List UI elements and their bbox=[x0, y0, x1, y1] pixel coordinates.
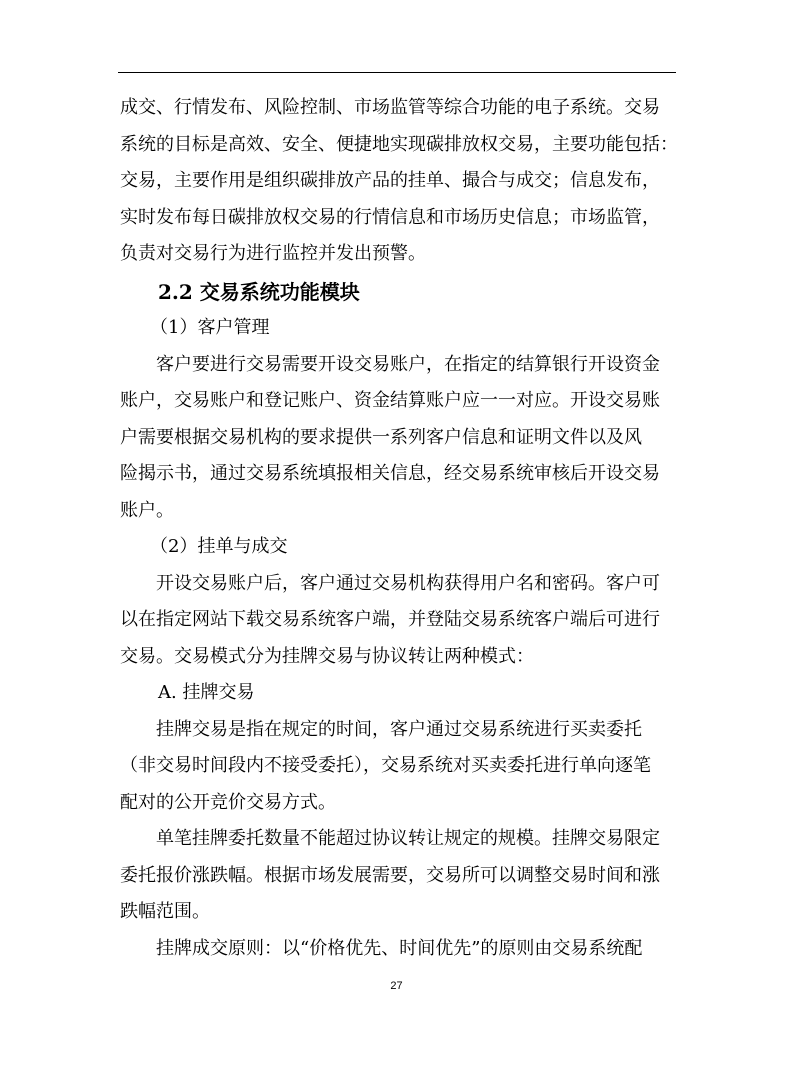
text-line: 挂牌交易是指在规定的时间，客户通过交易系统进行买卖委托 bbox=[156, 718, 642, 740]
listed-trading-paragraph-3 bbox=[120, 931, 675, 968]
text-line: 配对的公开竞价交易方式。 bbox=[120, 791, 336, 813]
text-line: 客户要进行交易需要开设交易账户，在指定的结算银行开设资金 bbox=[156, 353, 660, 375]
text-line: 负责对交易行为进行监控并发出预警。 bbox=[120, 243, 426, 264]
text-line: 成交、行情发布、风险控制、市场监管等综合功能的电子系统。交易 bbox=[120, 97, 660, 118]
subsection-title-customer-management: （1）客户管理 bbox=[150, 317, 270, 338]
customer-management-paragraph bbox=[120, 347, 675, 530]
text-line: （非交易时间段内不接受委托），交易系统对买卖委托进行单向逐笔 bbox=[120, 755, 651, 776]
listed-trading-paragraph-1 bbox=[120, 712, 675, 822]
text-line: 挂牌成交原则：以“价格优先、时间优先”的原则由交易系统配 bbox=[156, 937, 643, 959]
text-line: 开设交易账户后，客户通过交易机构获得用户名和密码。客户可 bbox=[156, 572, 660, 594]
text-line: 系统的目标是高效、安全、便捷地实现碳排放权交易，主要功能包括： bbox=[120, 133, 678, 155]
intro-paragraph bbox=[120, 90, 678, 273]
header-rule bbox=[118, 72, 676, 73]
text-line: 险揭示书，通过交易系统填报相关信息，经交易系统审核后开设交易 bbox=[120, 463, 660, 484]
text-line: 以在指定网站下载交易系统客户端，并登陆交易系统客户端后可进行 bbox=[120, 609, 660, 630]
text-line: 实时发布每日碳排放权交易的行情信息和市场历史信息；市场监管， bbox=[120, 206, 660, 228]
subsection-title-listed-trading: A. 挂牌交易 bbox=[158, 682, 255, 703]
page-number: 27 bbox=[390, 980, 403, 992]
section-heading: 2.2 交易系统功能模块 bbox=[158, 279, 360, 304]
listed-trading-paragraph-2 bbox=[120, 821, 675, 931]
page-content bbox=[120, 90, 678, 967]
text-line: 户需要根据交易机构的要求提供一系列客户信息和证明文件以及风 bbox=[120, 426, 642, 448]
subsection-title-order-matching: （2）挂单与成交 bbox=[150, 536, 288, 557]
text-line: 单笔挂牌委托数量不能超过协议转让规定的规模。挂牌交易限定 bbox=[156, 828, 660, 849]
order-matching-paragraph bbox=[120, 566, 675, 676]
text-line: 交易，主要作用是组织碳排放产品的挂单、撮合与成交；信息发布， bbox=[120, 170, 660, 191]
text-line: 账户，交易账户和登记账户、资金结算账户应一一对应。开设交易账 bbox=[120, 390, 660, 411]
text-line: 账户。 bbox=[120, 499, 174, 521]
text-line: 委托报价涨跌幅。根据市场发展需要，交易所可以调整交易时间和涨 bbox=[120, 864, 660, 886]
text-line: 交易。交易模式分为挂牌交易与协议转让两种模式： bbox=[120, 645, 534, 667]
text-line: 跌幅范围。 bbox=[120, 901, 210, 922]
